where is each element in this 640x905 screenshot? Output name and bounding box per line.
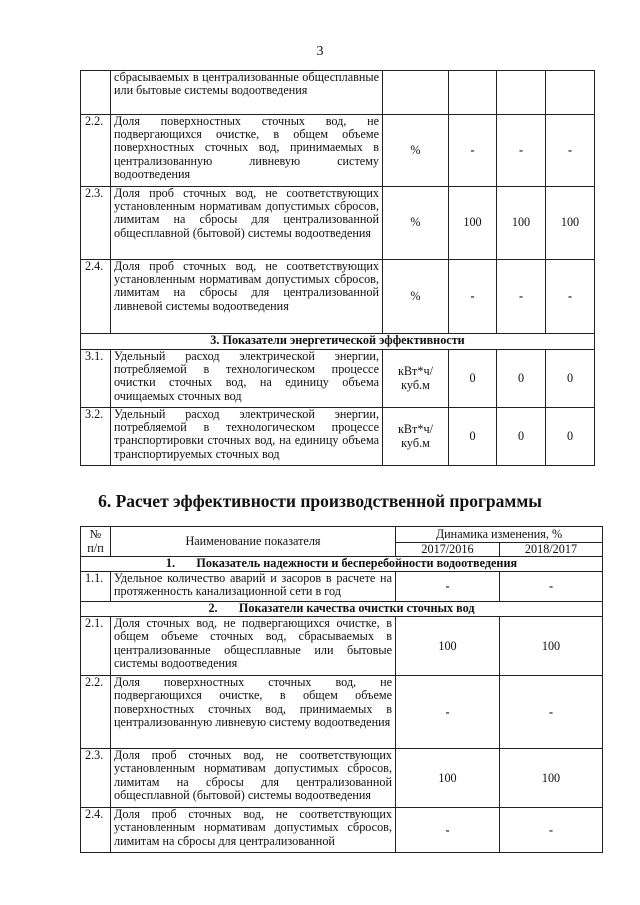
unit-cell: кВт*ч/ куб.м xyxy=(383,408,449,466)
table-row xyxy=(81,617,603,676)
value-cell: - xyxy=(449,115,497,187)
page-number: 3 xyxy=(316,44,324,59)
value-cell: - xyxy=(396,676,500,749)
table-row xyxy=(81,115,595,187)
row-number: 2.4. xyxy=(81,260,111,334)
section-title: 2. Показатели качества очистки сточных вод xyxy=(81,602,603,617)
row-number: 2.3. xyxy=(81,749,111,808)
unit-cell: % xyxy=(383,115,449,187)
value-cell: - xyxy=(546,115,595,187)
section-row xyxy=(81,334,595,350)
value-cell: 0 xyxy=(497,350,546,408)
indicator-name: Доля поверхностных сточных вод, не подвергающихся очистке, в общем объеме поверхностных сточных вод, принимаемых в централизованную ливневую систему водоотведения xyxy=(111,115,383,187)
table-row xyxy=(81,71,595,115)
value-cell: - xyxy=(500,808,603,853)
indicator-name: Удельный расход электрической энергии, потребляемой в технологическом процессе очистки сточных вод, на единицу объема очищаемых сточных вод xyxy=(111,350,383,408)
row-number xyxy=(81,71,111,115)
row-number: 2.1. xyxy=(81,617,111,676)
indicator-name: Доля проб сточных вод, не соответствующих установленным нормативам допустимых сбросов, лимитам на сбросы для централизованной общесплавной (бытовой) системы водоотведения xyxy=(111,749,396,808)
indicator-name: сбрасываемых в централизованные общесплавные или бытовые системы водоотведения xyxy=(111,71,383,115)
section-row xyxy=(81,602,603,617)
table-row xyxy=(81,749,603,808)
value-cell: - xyxy=(500,676,603,749)
header-dynamics: Динамика изменения, % xyxy=(396,527,603,543)
header-year: 2018/2017 xyxy=(500,543,603,557)
table-row xyxy=(81,260,595,334)
indicator-name: Доля сточных вод, не подвергающихся очистке, в общем объеме сточных вод, сбрасываемых в централизованные общесплавные или бытовые системы водоотведения xyxy=(111,617,396,676)
row-number: 2.2. xyxy=(81,115,111,187)
value-cell xyxy=(546,71,595,115)
value-cell: 100 xyxy=(500,749,603,808)
table-row xyxy=(81,187,595,260)
value-cell: 100 xyxy=(396,749,500,808)
row-number: 2.3. xyxy=(81,187,111,260)
unit-cell xyxy=(383,71,449,115)
value-cell: 100 xyxy=(396,617,500,676)
indicator-name: Удельный расход электрической энергии, потребляемой в технологическом процессе транспортировки сточных вод, на единицу объема транспортируемых сточных вод xyxy=(111,408,383,466)
indicator-name: Доля проб сточных вод, не соответствующих установленным нормативам допустимых сбросов, лимитам на сбросы для централизованной ливневой системы водоотведения xyxy=(111,260,383,334)
section-heading: 6. Расчет эффективности производственной программы xyxy=(98,491,542,511)
section-row xyxy=(81,557,603,572)
value-cell: 100 xyxy=(500,617,603,676)
value-cell: - xyxy=(497,260,546,334)
value-cell: - xyxy=(497,115,546,187)
value-cell: 100 xyxy=(546,187,595,260)
value-cell: - xyxy=(396,572,500,602)
value-cell: 0 xyxy=(497,408,546,466)
section-title: 3. Показатели энергетической эффективности xyxy=(81,334,595,350)
section-title: 1. Показатель надежности и бесперебойности водоотведения xyxy=(81,557,603,572)
indicator-name: Доля поверхностных сточных вод, не подвергающихся очистке, в общем объеме поверхностных сточных вод, принимаемых в централизованную ливневую систему водоотведения xyxy=(111,676,396,749)
table-row xyxy=(81,572,603,602)
value-cell: 0 xyxy=(449,350,497,408)
row-number: 2.2. xyxy=(81,676,111,749)
table-row xyxy=(81,408,595,466)
table-row xyxy=(81,808,603,853)
row-number: 2.4. xyxy=(81,808,111,853)
header-row xyxy=(81,527,603,543)
value-cell: 100 xyxy=(497,187,546,260)
unit-cell: кВт*ч/ куб.м xyxy=(383,350,449,408)
indicator-name: Доля проб сточных вод, не соответствующих установленным нормативам допустимых сбросов, лимитам на сбросы для централизованной xyxy=(111,808,396,853)
row-number: 3.2. xyxy=(81,408,111,466)
row-number: 1.1. xyxy=(81,572,111,602)
header-number: № п/п xyxy=(81,527,111,557)
efficiency-table xyxy=(80,526,603,853)
value-cell: 0 xyxy=(546,350,595,408)
indicators-table-continued xyxy=(80,70,595,466)
indicator-name: Доля проб сточных вод, не соответствующих установленным нормативам допустимых сбросов, лимитам на сбросы для централизованной общесплавной (бытовой) системы водоотведения xyxy=(111,187,383,260)
value-cell: 0 xyxy=(546,408,595,466)
value-cell: - xyxy=(546,260,595,334)
value-cell: 0 xyxy=(449,408,497,466)
unit-cell: % xyxy=(383,260,449,334)
value-cell: 100 xyxy=(449,187,497,260)
value-cell: - xyxy=(396,808,500,853)
table-row xyxy=(81,676,603,749)
value-cell xyxy=(497,71,546,115)
value-cell xyxy=(449,71,497,115)
value-cell: - xyxy=(500,572,603,602)
header-name: Наименование показателя xyxy=(111,527,396,557)
indicator-name: Удельное количество аварий и засоров в расчете на протяженность канализационной сети в год xyxy=(111,572,396,602)
value-cell: - xyxy=(449,260,497,334)
unit-cell: % xyxy=(383,187,449,260)
table-row xyxy=(81,350,595,408)
header-year: 2017/2016 xyxy=(396,543,500,557)
row-number: 3.1. xyxy=(81,350,111,408)
